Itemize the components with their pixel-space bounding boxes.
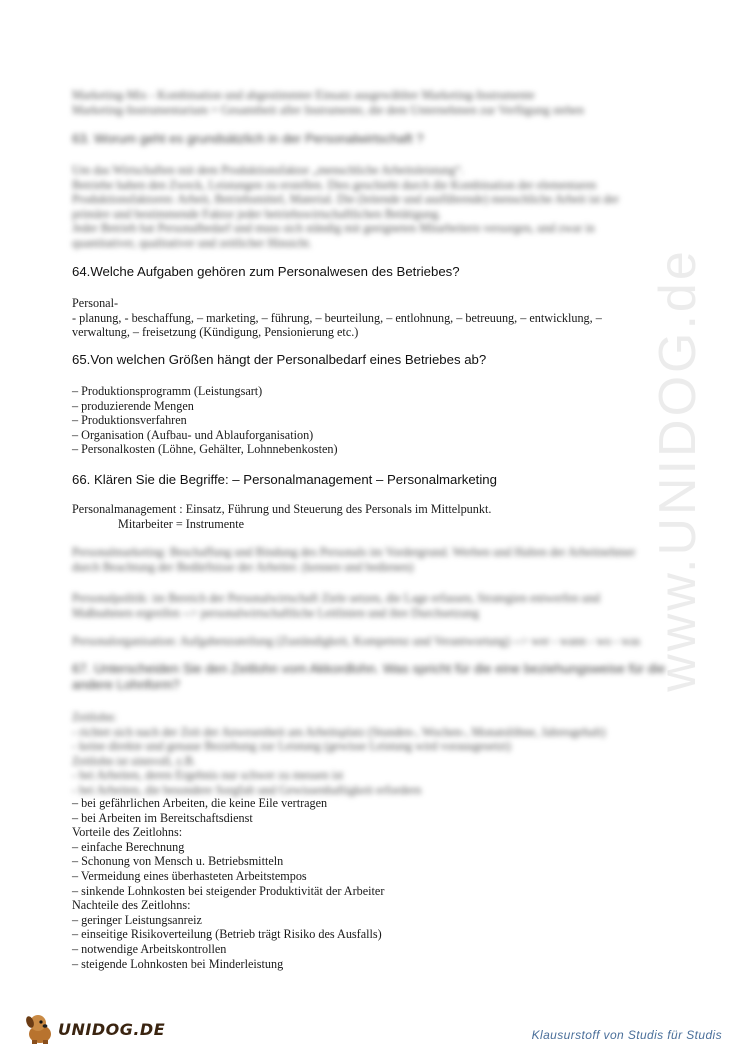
answer-line: Mitarbeiter = Instrumente: [118, 516, 244, 531]
blurred-line: quantitativer, qualitativer und zeitlicher Hinsicht.: [72, 235, 312, 250]
blurred-line: - bei Arbeiten, deren Ergebnis nur schwer zu messen ist: [72, 768, 344, 783]
answer-line: – steigende Lohnkosten bei Minderleistung: [72, 956, 284, 971]
blurred-line: Personalorganisation: Aufgabenzuteilung (Zuständigkeit, Kompetenz und Verantwortung) --> wer - wann - wo - was: [72, 634, 641, 648]
unidog-logo[interactable]: [22, 1012, 182, 1046]
answer-line: – Personalkosten (Löhne, Gehälter, Lohnnebenkosten): [72, 442, 338, 457]
answer-line: – bei Arbeiten im Bereitschaftsdienst: [72, 810, 253, 825]
answer-line: – geringer Leistungsanreiz: [72, 912, 202, 927]
answer-line: verwaltung, – freisetzung (Kündigung, Pensionierung etc.): [72, 325, 359, 340]
answer-line: – einfache Berechnung: [72, 839, 185, 854]
dog-mascot-icon: [22, 1012, 58, 1046]
answer-line: Personalmanagement : Einsatz, Führung und Steuerung des Personals im Mittelpunkt.: [72, 502, 492, 516]
answer-line: – Vermeidung eines überhasteten Arbeitstempos: [72, 868, 307, 883]
answer-line: – Organisation (Aufbau- und Ablauforganisation): [72, 427, 314, 442]
question-65-answer: [72, 384, 672, 457]
blurred-line: - keine direkte und genaue Beziehung zur Leistung (gewisse Leistung wird vorausgesetzt): [72, 739, 511, 754]
blurred-line: Jeder Betrieb hat Personalbedarf und muss sich ständig mit geeigneten Mitarbeitern versorgen, und zwar in: [72, 221, 595, 236]
answer-line: Vorteile des Zeitlohns:: [72, 825, 183, 840]
question-67-heading: 67. Unterscheiden Sie den Zeitlohn vom Akkordlohn. Was spricht für die eine beziehungsweise für die andere Lohnform?: [72, 661, 666, 692]
question-65-heading: 65.Von welchen Größen hängt der Personalbedarf eines Betriebes ab?: [72, 352, 487, 367]
logo-text: UNIDOG.DE: [58, 1020, 166, 1039]
answer-line: Nachteile des Zeitlohns:: [72, 898, 191, 913]
answer-line: – produzierende Mengen: [72, 398, 194, 413]
blurred-line: Zeitlohn:: [72, 710, 117, 724]
blurred-paragraph: [72, 545, 672, 574]
blurred-line: Betriebe haben den Zweck, Leistungen zu erstellen. Dies geschieht durch die Kombination der elementaren: [72, 177, 597, 192]
answer-line: – Produktionsprogramm (Leistungsart): [72, 384, 263, 398]
question-64-heading: 64.Welche Aufgaben gehören zum Personalwesen des Betriebes?: [72, 264, 460, 279]
blurred-line: - richtet sich nach der Zeit der Anwesenheit am Arbeitsplatz (Stunden-, Wochen-, Monatslöhne, Jahresgehalt): [72, 724, 606, 739]
blurred-line: Zeitlohn ist sinnvoll, z.B.: [72, 753, 196, 768]
blurred-line: - bei Arbeiten, die besondere Sorgfalt und Gewissenhaftigkeit erfordern: [72, 782, 422, 797]
answer-line: Personal-: [72, 296, 119, 310]
blurred-paragraph: [72, 634, 672, 649]
question-67-blurred-answer: [72, 710, 672, 798]
watermark-text: www.UNIDOG.de: [649, 248, 707, 692]
footer-tagline: Klausurstoff von Studis für Studis: [531, 1028, 722, 1042]
blurred-line: Um das Wirtschaften mit dem Produktionsfaktor „menschliche Arbeitsleistung“.: [72, 163, 464, 177]
answer-line: – bei gefährlichen Arbeiten, die keine Eile vertragen: [72, 796, 328, 810]
answer-line: – Schonung von Mensch u. Betriebsmitteln: [72, 854, 284, 869]
question-63-answer: [72, 163, 672, 251]
blurred-intro: [72, 88, 672, 117]
blurred-line: primäre und bestimmende Faktor jeder betriebswirtschaftlichen Betätigung.: [72, 206, 442, 221]
answer-line: – sinkende Lohnkosten bei steigender Produktivität der Arbeiter: [72, 883, 385, 898]
blurred-line: Produktionsfaktoren: Arbeit, Betriebsmittel, Material. Die (leitende und ausführende) menschliche Arbeit ist der: [72, 192, 619, 207]
question-64-answer: [72, 296, 672, 340]
question-63-heading: 63. Worum geht es grundsätzlich in der Personalwirtschaft ?: [72, 131, 424, 146]
blurred-line: Personalpolitik: im Bereich der Personalwirtschaft Ziele setzen, die Lage erfassen, Strategien entwerfen und: [72, 591, 600, 605]
blurred-line: durch Beachtung der Bedürfnisse der Arbeiter. (kennen und bedienen): [72, 559, 414, 574]
answer-line: – einseitige Risikoverteilung (Betrieb trägt Risiko des Ausfalls): [72, 927, 382, 942]
question-66-answer: [72, 502, 672, 531]
blurred-paragraph: [72, 591, 672, 620]
blurred-line: Marketing-Mix - Kombination und abgestimmter Einsatz ausgewählter Marketing-Instrumente: [72, 88, 535, 102]
answer-line: – notwendige Arbeitskontrollen: [72, 941, 227, 956]
answer-line: - planung, - beschaffung, – marketing, – führung, – beurteilung, – entlohnung, – betreuung, – entwicklung, –: [72, 310, 602, 325]
blurred-line: Personalmarketing: Beschaffung und Bindung des Personals im Vordergrund. Werben und Halten der Arbeitnehmer: [72, 545, 636, 559]
answer-line: – Produktionsverfahren: [72, 413, 187, 428]
blurred-line: Maßnahmen ergreifen --> personalwirtschaftliche Leitlinien und ihre Durchsetzung: [72, 605, 479, 620]
question-67-answer: [72, 796, 672, 971]
blurred-line: Marketing-Instrumentarium = Gesamtheit aller Instrumente, die dem Unternehmen zur Verfügung stehen: [72, 102, 584, 117]
question-66-heading: 66. Klären Sie die Begriffe: – Personalmanagement – Personalmarketing: [72, 472, 497, 487]
